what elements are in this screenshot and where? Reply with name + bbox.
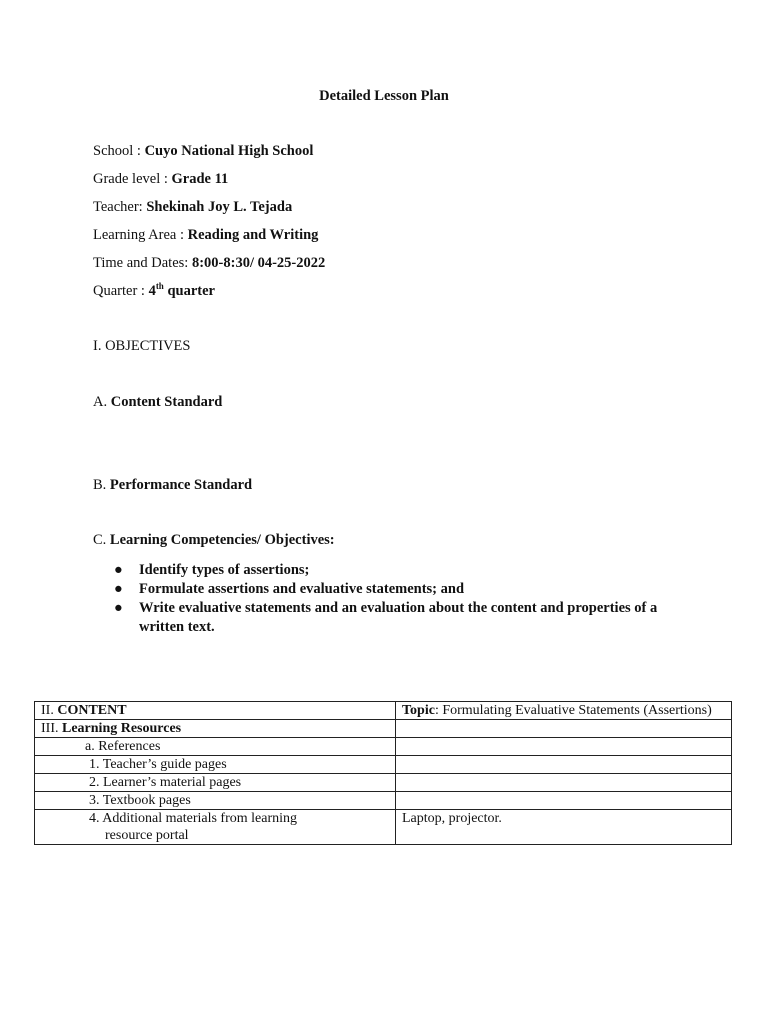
textbook-pages-cell: 3. Textbook pages <box>35 792 396 810</box>
quarter-word: quarter <box>167 283 215 299</box>
table-row <box>35 774 732 792</box>
quarter-line <box>93 283 215 300</box>
empty-cell <box>396 756 732 774</box>
content-standard-prefix: A. <box>93 394 108 410</box>
competencies-label: Learning Competencies/ Objectives: <box>109 532 335 548</box>
bullet-icon: ● <box>114 600 123 616</box>
teacher-value: Shekinah Joy L. Tejada <box>146 199 293 215</box>
quarter-label: Quarter : <box>93 283 145 299</box>
performance-standard-prefix: B. <box>93 477 107 493</box>
grade-line <box>93 171 228 188</box>
content-cell <box>35 702 396 720</box>
empty-cell <box>396 774 732 792</box>
performance-standard-heading <box>93 477 252 494</box>
quarter-value <box>149 283 215 299</box>
additional-materials-value: Laptop, projector. <box>396 810 732 845</box>
school-label: School : <box>93 143 141 159</box>
list-item <box>114 580 674 599</box>
list-item <box>114 561 674 580</box>
content-label: CONTENT <box>57 703 127 718</box>
bullet-icon: ● <box>114 562 123 578</box>
bullet-text: Write evaluative statements and an evaluation about the content and properties of a written text. <box>139 600 658 635</box>
additional-materials-line1: 4. Additional materials from learning <box>89 811 298 826</box>
additional-materials-line2: resource portal <box>105 828 189 843</box>
table-row <box>35 720 732 738</box>
list-item <box>114 599 674 637</box>
references-cell: a. References <box>35 738 396 756</box>
topic-label: Topic <box>402 703 435 718</box>
quarter-superscript: th <box>155 281 164 292</box>
empty-cell <box>396 792 732 810</box>
resources-cell <box>35 720 396 738</box>
table-row <box>35 810 732 845</box>
time-dates-label: Time and Dates: <box>93 255 189 271</box>
bullet-text: Identify types of assertions; <box>139 562 310 578</box>
time-dates-line <box>93 255 325 272</box>
resources-prefix: III. <box>41 721 59 736</box>
document-title: Detailed Lesson Plan <box>319 88 449 104</box>
bullet-text: Formulate assertions and evaluative statements; and <box>139 581 465 597</box>
learning-area-value: Reading and Writing <box>187 227 319 243</box>
table-row <box>35 738 732 756</box>
grade-label: Grade level : <box>93 171 168 187</box>
additional-materials-cell <box>35 810 396 845</box>
competencies-heading <box>93 532 335 549</box>
table-row <box>35 702 732 720</box>
topic-cell <box>396 702 732 720</box>
content-table <box>34 701 732 845</box>
empty-cell <box>396 720 732 738</box>
content-standard-label: Content Standard <box>110 394 223 410</box>
grade-value: Grade 11 <box>171 171 229 187</box>
time-dates-value: 8:00-8:30/ 04-25-2022 <box>191 255 326 271</box>
table-row <box>35 756 732 774</box>
school-line <box>93 143 313 160</box>
topic-value: : Formulating Evaluative Statements (Assertions) <box>434 703 712 718</box>
school-value: Cuyo National High School <box>144 143 314 159</box>
competencies-prefix: C. <box>93 532 107 548</box>
learners-material-cell: 2. Learner’s material pages <box>35 774 396 792</box>
teacher-label: Teacher: <box>93 199 143 215</box>
empty-cell <box>396 738 732 756</box>
objectives-heading: I. OBJECTIVES <box>93 338 191 354</box>
content-standard-heading <box>93 394 222 411</box>
performance-standard-label: Performance Standard <box>109 477 253 493</box>
table-row <box>35 792 732 810</box>
quarter-number: 4 <box>148 283 156 299</box>
bullet-icon: ● <box>114 581 123 597</box>
learning-area-label: Learning Area : <box>93 227 184 243</box>
learning-area-line <box>93 227 318 244</box>
content-prefix: II. <box>41 703 54 718</box>
resources-label: Learning Resources <box>62 721 182 736</box>
teachers-guide-cell: 1. Teacher’s guide pages <box>35 756 396 774</box>
teacher-line <box>93 199 292 216</box>
objectives-bullet-list <box>114 561 674 637</box>
